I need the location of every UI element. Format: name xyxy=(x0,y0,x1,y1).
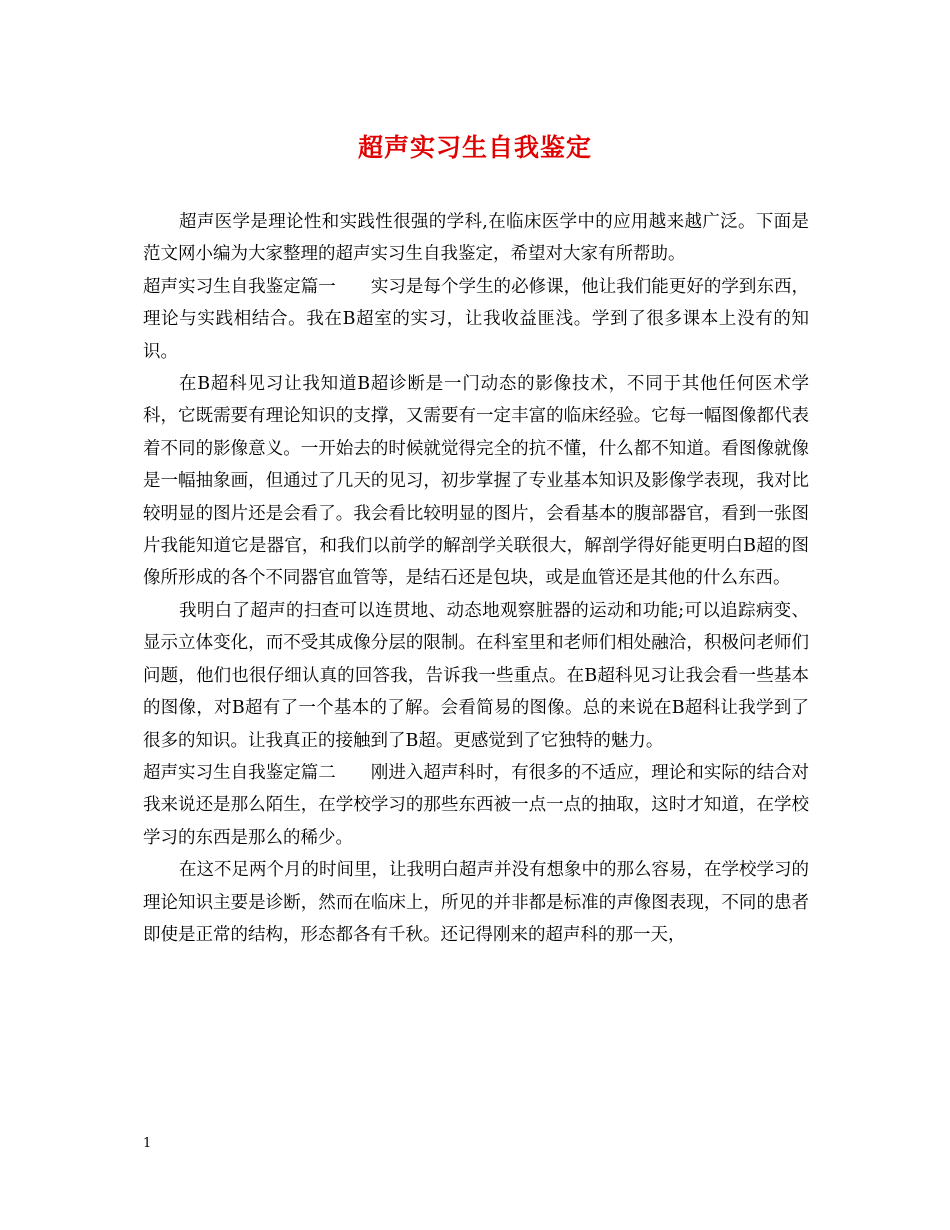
paragraph-body: 在这不足两个月的时间里，让我明白超声并没有想象中的那么容易，在学校学习的理论知识主要是诊断，然而在临床上，所见的并非都是标准的声像图表现，不同的患者即使是正常的结构，形态都各有千秋。还记得刚来的超声科的那一天， xyxy=(143,860,809,945)
paragraph-body: 我明白了超声的扫查可以连贯地、动态地观察脏器的运动和功能;可以追踪病变、显示立体变化，而不受其成像分层的限制。在科室里和老师们相处融洽，积极问老师们问题，他们也很仔细认真的回答我，告诉我一些重点。在B超科见习让我会看一些基本的图像，对B超有了一个基本的了解。会看简易的图像。总的来说在B超科让我学到了很多的知识。让我真正的接触到了B超。更感觉到了它独特的魅力。 xyxy=(143,600,809,751)
paragraph-intro: 超声医学是理论性和实践性很强的学科,在临床医学中的应用越来越广泛。下面是范文网小编为大家整理的超声实习生自我鉴定，希望对大家有所帮助。 xyxy=(143,212,809,265)
paragraph-section-two-heading: 超声实习生自我鉴定篇二 刚进入超声科时，有很多的不适应，理论和实际的结合对我来说还是那么陌生，在学校学习的那些东西被一点一点的抽取，这时才知道，在学校学习的东西是那么的稀少。 xyxy=(143,762,809,848)
paragraph-body: 在B超科见习让我知道B超诊断是一门动态的影像技术，不同于其他任何医术学科，它既需要有理论知识的支撑，又需要有一定丰富的临床经验。它每一幅图像都代表着不同的影像意义。一开始去的时候就觉得完全的抗不懂，什么都不知道。看图像就像是一幅抽象画，但通过了几天的见习，初步掌握了专业基本知识及影像学表现，我对比较明显的图片还是会看了。我会看比较明显的图片，会看基本的腹部器官，看到一张图片我能知道它是器官，和我们以前学的解剖学关联很大，解剖学得好能更明白B超的图像所形成的各个不同器官血管等，是结石还是包块，或是血管还是其他的什么东西。 xyxy=(143,374,809,589)
paragraph-section-one-heading: 超声实习生自我鉴定篇一 实习是每个学生的必修课，他让我们能更好的学到东西，理论与实践相结合。我在B超室的实习，让我收益匪浅。学到了很多课本上没有的知识。 xyxy=(143,276,809,362)
document-title: 超声实习生自我鉴定 xyxy=(357,133,592,162)
page-number: 1 xyxy=(143,1136,152,1151)
document-body xyxy=(143,206,809,951)
